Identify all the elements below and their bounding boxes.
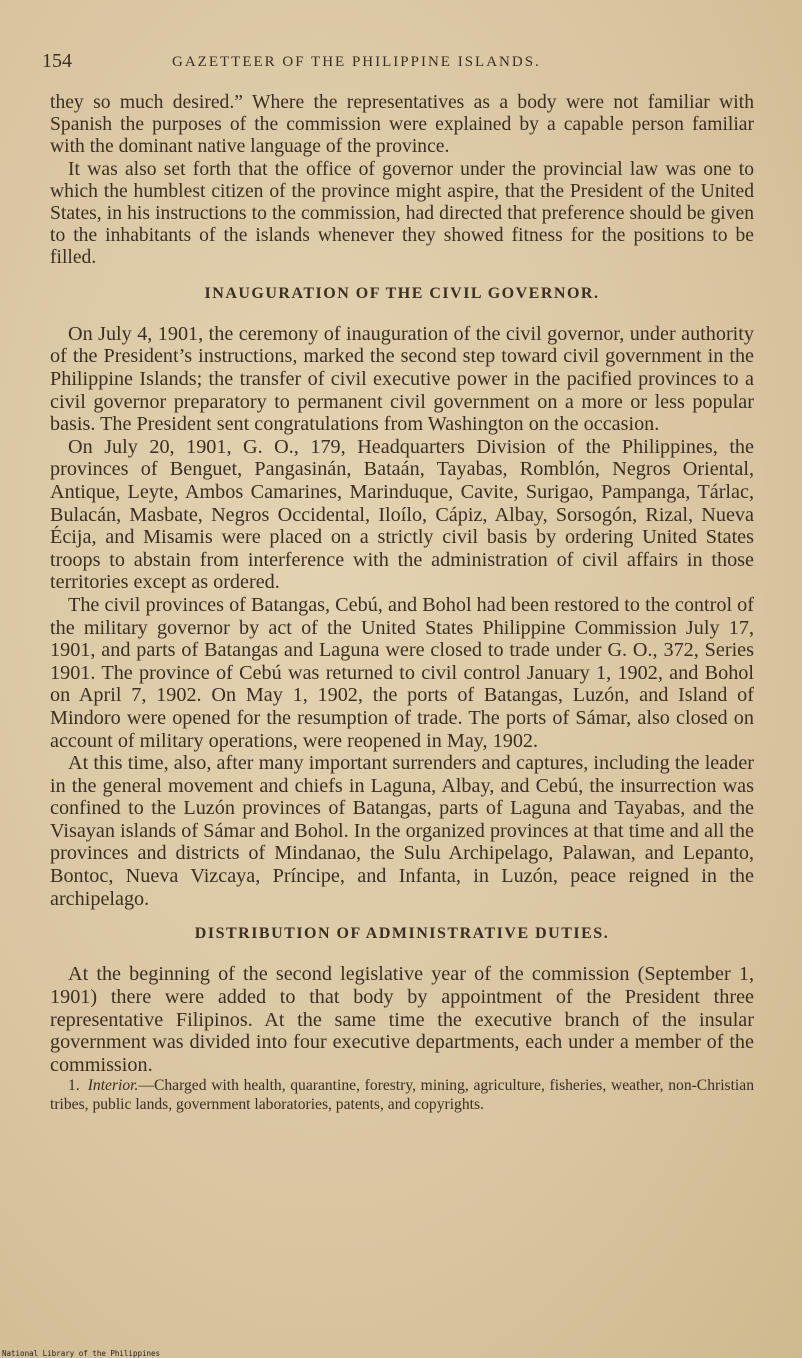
library-imprint: National Library of the Philippines	[2, 1349, 161, 1358]
footnote-number: 1.	[68, 1077, 80, 1095]
running-head	[42, 50, 762, 76]
paragraph: On July 4, 1901, the ceremony of inauguration of the civil governor, under authority of the President’s instructions, marked the second step toward civil government in the Philippine Islands; the transfer of civil executive power in the pacified provinces to a civil governor preparatory to permanent civil government on a more or less popular basis. The President sent congratulations from Washington on the occasion.	[50, 322, 754, 436]
paragraph: At the beginning of the second legislative year of the commission (September 1, 1901) there were added to that body by appointment of the President three representative Filipinos. At the same time the executive branch of the insular government was divided into four executive departments, each under a member of the commission.	[50, 963, 754, 1076]
paragraph: The civil provinces of Batangas, Cebú, and Bohol had been restored to the control of the military governor by act of the United States Philippine Commission July 17, 1901, and parts of Batangas and Laguna were closed to trade under G. O., 372, Series 1901. The province of Cebú was returned to civil control January 1, 1902, and Bohol on April 7, 1902. On May 1, 1902, the ports of Batangas, Luzón, and Island of Mindoro were opened for the resumption of trade. The ports of Sámar, also closed on account of military operations, were reopened in May, 1902.	[50, 593, 754, 752]
section-inauguration	[50, 323, 754, 910]
paragraph: On July 20, 1901, G. O., 179, Headquarters Division of the Philippines, the provinces of Benguet, Pangasinán, Bataán, Tayabas, Romblón, Negros Oriental, Antique, Leyte, Ambos Camarines, Marinduque, Cavite, Surigao, Pampanga, Tárlac, Bulacán, Masbate, Negros Occidental, Iloílo, Cápiz, Albay, Sorsogón, Rizal, Nueva Écija, and Misamis were placed on a strictly civil basis by ordering United States troops to abstain from interference with the administration of civil affairs in those territories except as ordered.	[50, 435, 754, 594]
paragraph: It was also set forth that the office of governor under the provincial law was one to which the humblest citizen of the province might aspire, that the President of the United States, in his instructions to the commission, had directed that preference should be given to the inhabitants of the islands whenever they showed fitness for the positions to be filled.	[50, 158, 754, 269]
footnote-title: Interior.	[87, 1077, 139, 1095]
section-heading-distribution: DISTRIBUTION OF ADMINISTRATIVE DUTIES.	[194, 925, 610, 943]
footnote	[50, 1076, 754, 1114]
page-number: 154	[42, 50, 72, 72]
body-text	[50, 92, 754, 1114]
section-heading-inauguration: INAUGURATION OF THE CIVIL GOVERNOR.	[204, 284, 600, 302]
footnote-text: —Charged with health, quarantine, forestry, mining, agriculture, fisheries, weather, non-Christian tribes, public lands, government laboratories, patents, and copyrights.	[50, 1077, 754, 1114]
paragraph: At this time, also, after many important surrenders and captures, including the leader in the general movement and chiefs in Laguna, Albay, and Cebú, the insurrection was confined to the Luzón provinces of Batangas, parts of Laguna and Tayabas, and the Visayan islands of Sámar and Bohol. In the organized provinces at that time and all the provinces and districts of Mindanao, the Sulu Archipelago, Palawan, and Lepanto, Bontoc, Nueva Vizcaya, Príncipe, and Infanta, in Luzón, peace reigned in the archipelago.	[50, 752, 754, 910]
paragraph: they so much desired.” Where the representatives as a body were not familiar with Spanish the purposes of the commission were explained by a capable person familiar with the dominant native language of the province.	[50, 92, 754, 158]
section-distribution	[50, 963, 754, 1076]
running-title: GAZETTEER OF THE PHILIPPINE ISLANDS.	[172, 54, 541, 70]
